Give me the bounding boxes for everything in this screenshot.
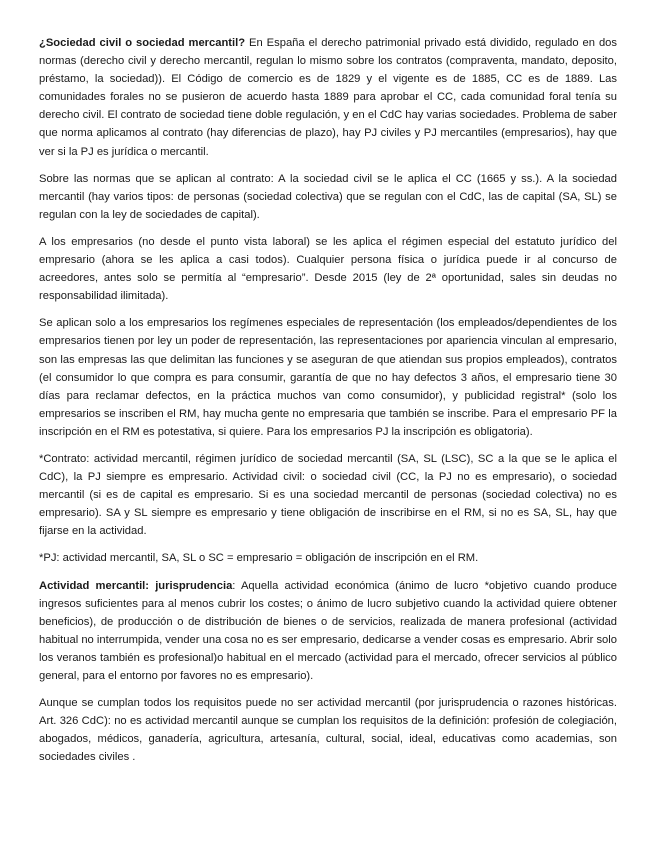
paragraph-text: Sobre las normas que se aplican al contrato: A la sociedad civil se le aplica el CC (1665 y ss.). A la sociedad mercantil (hay varios tipos: de personas (sociedad colectiva) que se regulan con el CdC, las de capital (SA, SL) se regulan con la ley de sociedades de capital). bbox=[39, 172, 617, 221]
paragraph-empresarios-regimen bbox=[39, 233, 617, 305]
paragraph-text: *PJ: actividad mercantil, SA, SL o SC = empresario = obligación de inscripción en el RM. bbox=[39, 552, 479, 565]
paragraph-text: Se aplican solo a los empresarios los regímenes especiales de representación (los empleados/dependientes de los empresarios tienen por ley un poder de representación, las representaciones por apariencia vinculan al empresario, son las empresas las que delimitan las funciones y se aseguran de que atiendan sus propios empleados), contratos (el consumidor lo que compra es para consumir, garantía de que no hay defectos 3 años, el empresario tiene 30 días para reclamar defectos, en la práctica muchos van como consumidor), y publicidad registral* (solo los empresarios se inscriben el RM, hay mucha gente no empresaria que también se inscribe. Para el empresario PF la inscripción en el RM es potestativa, si quiere. Para los empresarios PJ la inscripción es obligatoria). bbox=[39, 317, 617, 438]
paragraph-excepciones bbox=[39, 694, 617, 766]
paragraph-text: Aunque se cumplan todos los requisitos puede no ser actividad mercantil (por jurisprudencia o razones históricas. Art. 326 CdC): no es actividad mercantil aunque se cumplan los requisitos de la definición: profesión de colegiación, abogados, médicos, ganadería, agricultura, artesanía, cultural, social, ideal, educativas como academias, son sociedades civiles . bbox=[39, 697, 617, 764]
paragraph-regimenes-especiales bbox=[39, 314, 617, 441]
paragraph-nota-contrato bbox=[39, 450, 617, 540]
paragraph-text: A los empresarios (no desde el punto vista laboral) se les aplica el régimen especial del estatuto jurídico del empresario (ahora se les aplica a casi todos). Cualquier persona física o jurídica puede ir al concurso de acreedores, antes solo se permitía al “empresario”. Desde 2015 (ley de 2ª oportunidad, sales sin deudas no responsabilidad ilimitada). bbox=[39, 235, 617, 303]
document-page bbox=[39, 34, 617, 775]
paragraph-normas-contrato bbox=[39, 170, 617, 224]
paragraph-heading: Actividad mercantil: jurisprudencia bbox=[39, 579, 233, 592]
paragraph-actividad-mercantil bbox=[39, 577, 617, 686]
paragraph-text: *Contrato: actividad mercantil, régimen jurídico de sociedad mercantil (SA, SL (LSC), SC a la que se le aplica el CdC), la PJ siempre es empresario. Actividad civil: o sociedad civil (CC, la PJ no es empresario), o sociedad mercantil (si es de capital es empresario. Si es una sociedad mercantil de personas (sociedad colectiva) no es empresario). SA y SL siempre es empresario y tiene obligación de inscribirse en el RM, si no es SA, SL, hay que fijarse en la actividad. bbox=[39, 452, 617, 538]
paragraph-text: En España el derecho patrimonial privado está dividido, regulado en dos normas (derecho civil y derecho mercantil, regulan lo mismo sobre los contratos (compraventa, mandato, deposito, préstamo, la sociedad)). El Código de comercio es de 1829 y el vigente es de 1885, CC es de 1889. Las comunidades forales no se pusieron de acuerdo hasta 1889 para aprobar el CC, cada comunidad foral tenía su derecho civil. El contrato de sociedad tiene doble regulación, y en el CdC hay varias sociedades. Problema de saber que norma aplicamos al contrato (hay diferencias de plazo), hay PJ civiles y PJ mercantiles (empresarios), hay que ver si la PJ es jurídica o mercantil. bbox=[39, 37, 617, 158]
paragraph-text: : Aquella actividad económica (ánimo de lucro *objetivo cuando produce ingresos suficientes para al menos cubrir los costes; o ánimo de lucro subjetivo cuando la actividad quiere obtener beneficios), de producción o de distribución de bienes o de servicios, realizada de manera profesional (actividad habitual no interrumpida, vender una cosa no es ser empresario, dedicarse a vender cosas es empresario. Abrir solo los veranos también es profesional)o habitual en el mercado (actividad para el mercado, ofrecer servicios al público general, para el entorno por favores no es empresario). bbox=[39, 579, 617, 682]
paragraph-heading: ¿Sociedad civil o sociedad mercantil? bbox=[39, 37, 246, 49]
paragraph-nota-pj bbox=[39, 549, 617, 567]
paragraph-sociedad-civil-mercantil bbox=[39, 34, 617, 161]
